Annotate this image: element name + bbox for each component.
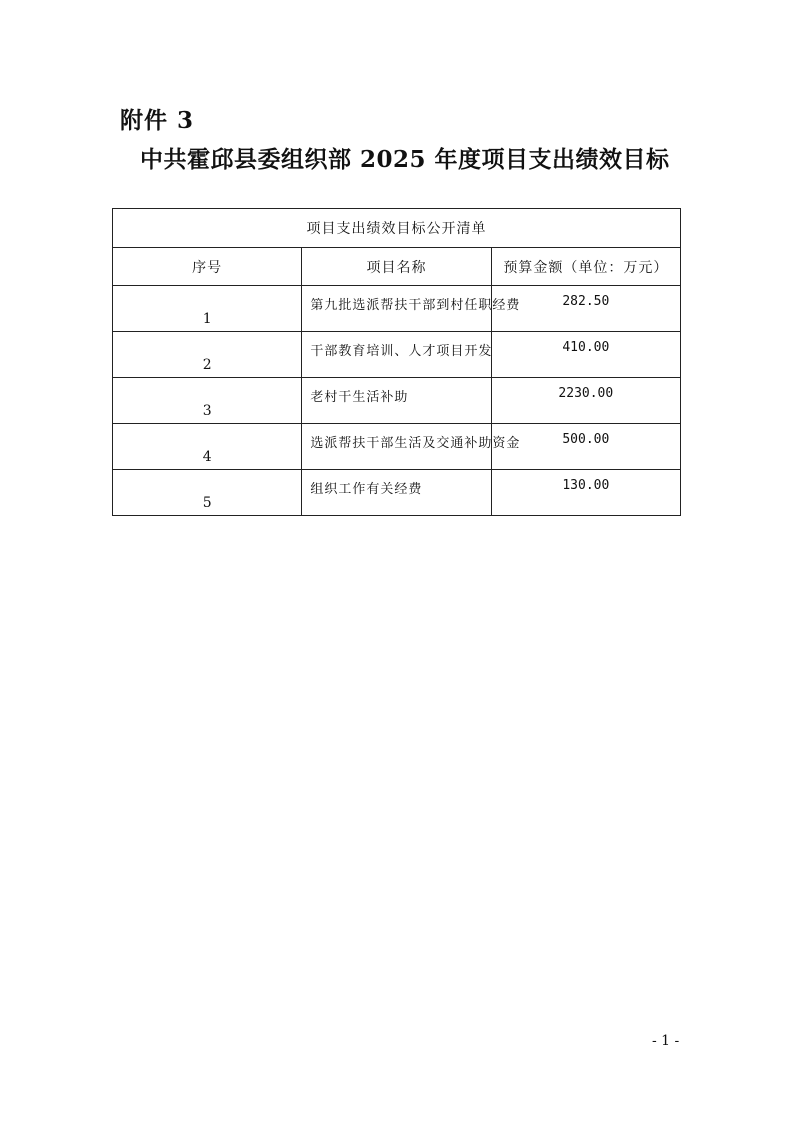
table-header-row: [113, 248, 681, 286]
row-no: 4: [113, 424, 302, 470]
row-project-name: 选派帮扶干部生活及交通补助资金: [302, 424, 491, 470]
document-title: 中共霍邱县委组织部 2025 年度项目支出绩效目标: [140, 146, 670, 173]
row-project-name: 第九批选派帮扶干部到村任职经费: [302, 286, 491, 332]
table-row: [113, 286, 681, 332]
column-header-amount: 预算金额（单位：万元）: [491, 248, 680, 286]
row-no: 2: [113, 332, 302, 378]
table-row: [113, 378, 681, 424]
column-header-name: 项目名称: [302, 248, 491, 286]
row-project-name: 干部教育培训、人才项目开发: [302, 332, 491, 378]
row-project-name: 组织工作有关经费: [302, 470, 491, 516]
table-caption: 项目支出绩效目标公开清单: [113, 209, 681, 248]
row-project-name: 老村干生活补助: [302, 378, 491, 424]
page-number: - 1 -: [652, 1033, 680, 1049]
row-no: 1: [113, 286, 302, 332]
row-amount: 2230.00: [491, 378, 680, 424]
row-amount: 282.50: [491, 286, 680, 332]
table-row: [113, 332, 681, 378]
table-row: [113, 424, 681, 470]
row-amount: 410.00: [491, 332, 680, 378]
attachment-label: 附件 3: [120, 107, 195, 134]
row-no: 5: [113, 470, 302, 516]
column-header-no: 序号: [113, 248, 302, 286]
row-amount: 500.00: [491, 424, 680, 470]
row-amount: 130.00: [491, 470, 680, 516]
budget-table: [112, 208, 681, 516]
table-row: [113, 470, 681, 516]
row-no: 3: [113, 378, 302, 424]
